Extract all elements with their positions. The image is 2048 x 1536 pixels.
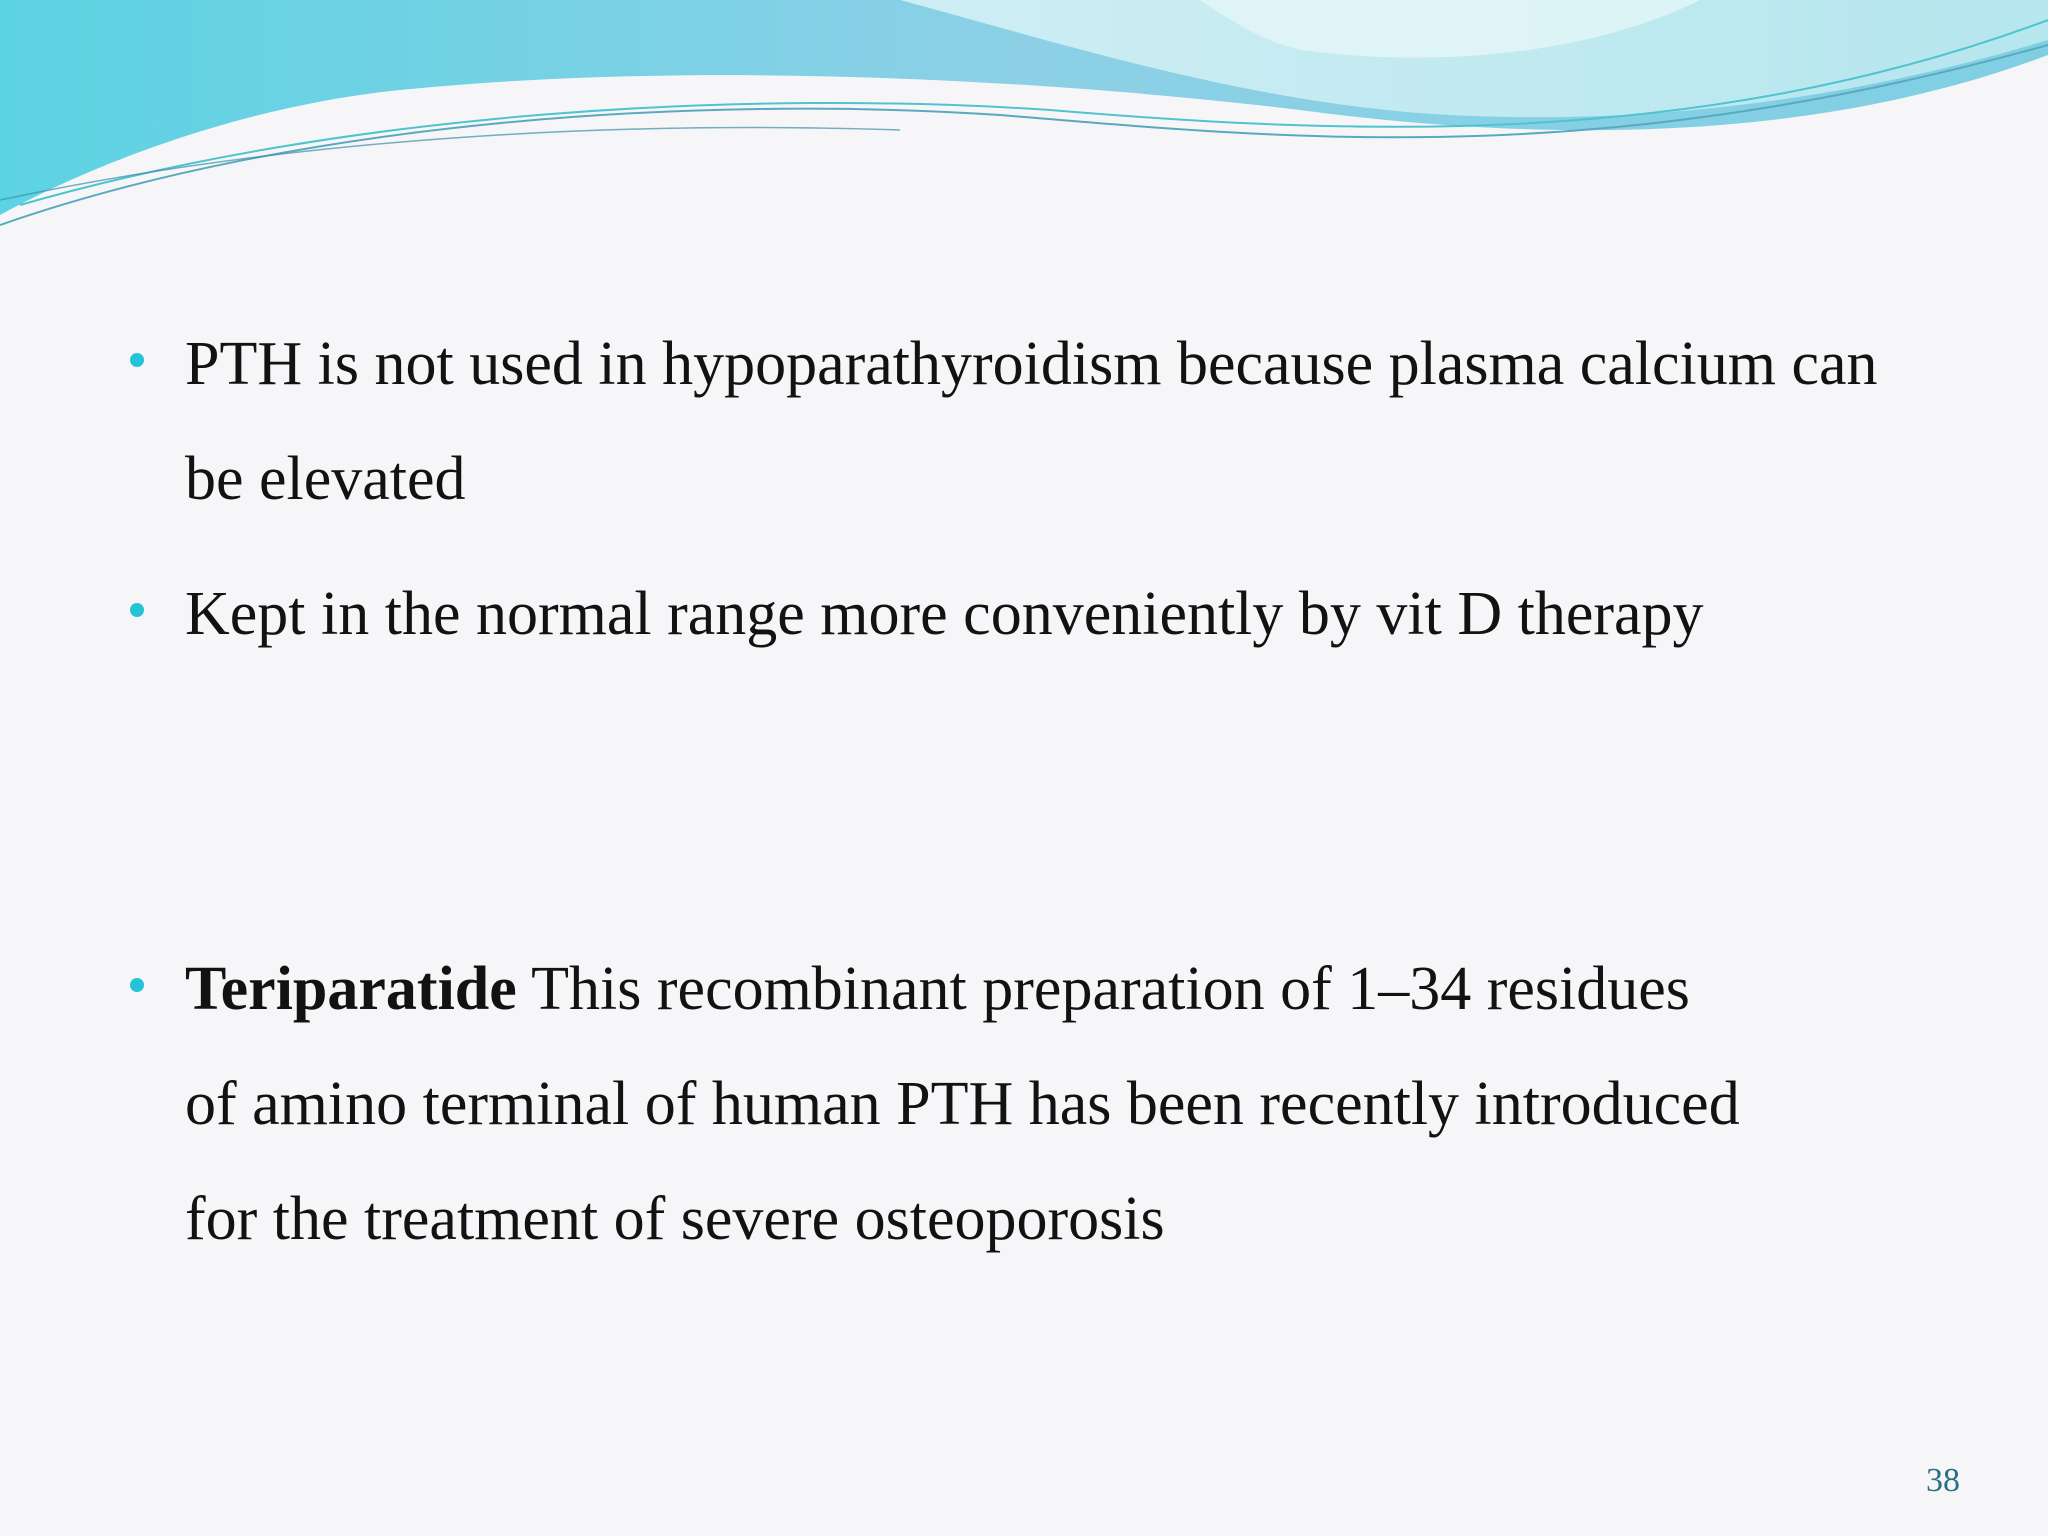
bullet-text-3 bbox=[185, 932, 1745, 1277]
bullet-text-content: This recombinant preparation of 1–34 residues of amino terminal of human PTH has been recently introduced for the treatment of severe osteoporosis bbox=[185, 955, 1740, 1253]
bullet-text-2 bbox=[185, 557, 1905, 672]
bullet-marker bbox=[130, 603, 144, 617]
bullet-text-content: PTH is not used in hypoparathyroidism because plasma calcium can be elevated bbox=[185, 330, 1878, 513]
bullet-marker bbox=[130, 353, 144, 367]
bullet-text-1 bbox=[185, 307, 1905, 537]
bullet-marker bbox=[130, 978, 144, 992]
bullet-term: Teriparatide bbox=[185, 955, 517, 1023]
bullet-text-content: Kept in the normal range more conveniently by vit D therapy bbox=[185, 580, 1704, 648]
page-number: 38 bbox=[1926, 1462, 1960, 1499]
